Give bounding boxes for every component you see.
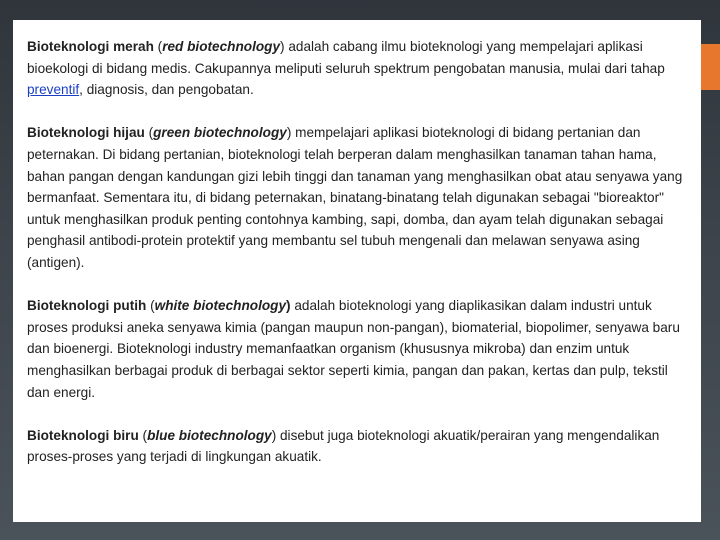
- paragraph-text-end: , diagnosis, dan pengobatan.: [79, 82, 254, 98]
- english-term-blue: blue biotechnology: [147, 427, 272, 443]
- content-box: [13, 20, 701, 522]
- paragraph-white-biotech: [27, 295, 691, 403]
- close-paren: ): [286, 298, 291, 314]
- term-blue: Bioteknologi biru: [27, 427, 139, 443]
- paragraph-text: ) disebut juga bioteknologi akuatik/perairan yang mengendalikan proses-proses yang terjadi di lingkungan akuatik.: [27, 427, 660, 465]
- open-paren: (: [153, 39, 163, 54]
- paragraph-green-biotech: [27, 122, 691, 273]
- english-term-white: white biotechnology: [154, 298, 287, 314]
- paragraph-text: adalah bioteknologi yang diaplikasikan dalam industri untuk proses produksi aneka senyawa kimia (pangan maupun non-pangan), biomaterial, biopolimer, senyawa baru dan bioenergi. Bioteknologi industry memanfaatkan organism (khususnya mikroba) dan enzim untuk menghasilkan berbagai produk di berbagai sektor seperti kimia, pangan dan pakan, kertas dan pulp, tekstil dan energi.: [27, 298, 680, 400]
- paragraph-red-biotech: [27, 36, 691, 101]
- paragraph-text: ) mempelajari aplikasi bioteknologi di bidang pertanian dan peternakan. Di bidang pertanian, bioteknologi telah berperan dalam menghasilkan tanaman tahan hama, bahan pangan dengan kandungan gizi lebih tinggi dan tanaman yang menghasilkan obat atau senyawa yang bermanfaat. Sementara itu, di bidang peternakan, binatang-binatang telah digunakan sebagai "bioreaktor" untuk menghasilkan produk penting contohnya kambing, sapi, domba, dan ayam telah digunakan sebagai penghasil antibodi-protein protektif yang membantu sel tubuh mengenali dan melawan senyawa asing (antigen).: [27, 125, 683, 270]
- paragraph-blue-biotech: [27, 425, 691, 468]
- english-term-red: red biotechnology: [162, 39, 281, 54]
- term-white: Bioteknologi putih: [27, 298, 147, 314]
- accent-bar: [701, 44, 720, 90]
- preventif-link[interactable]: preventif: [27, 82, 80, 98]
- open-paren: (: [146, 298, 155, 314]
- open-paren: (: [138, 427, 148, 443]
- term-green: Bioteknologi hijau: [27, 125, 145, 141]
- english-term-green: green biotechnology: [153, 125, 287, 141]
- paragraph-text: ) adalah cabang ilmu bioteknologi yang mempelajari aplikasi bioekologi di bidang medis. Cakupannya meliputi seluruh spektrum pengobatan manusia, mulai dari tahap: [27, 39, 665, 76]
- term-red: Bioteknologi merah: [27, 39, 154, 54]
- open-paren: (: [144, 125, 154, 141]
